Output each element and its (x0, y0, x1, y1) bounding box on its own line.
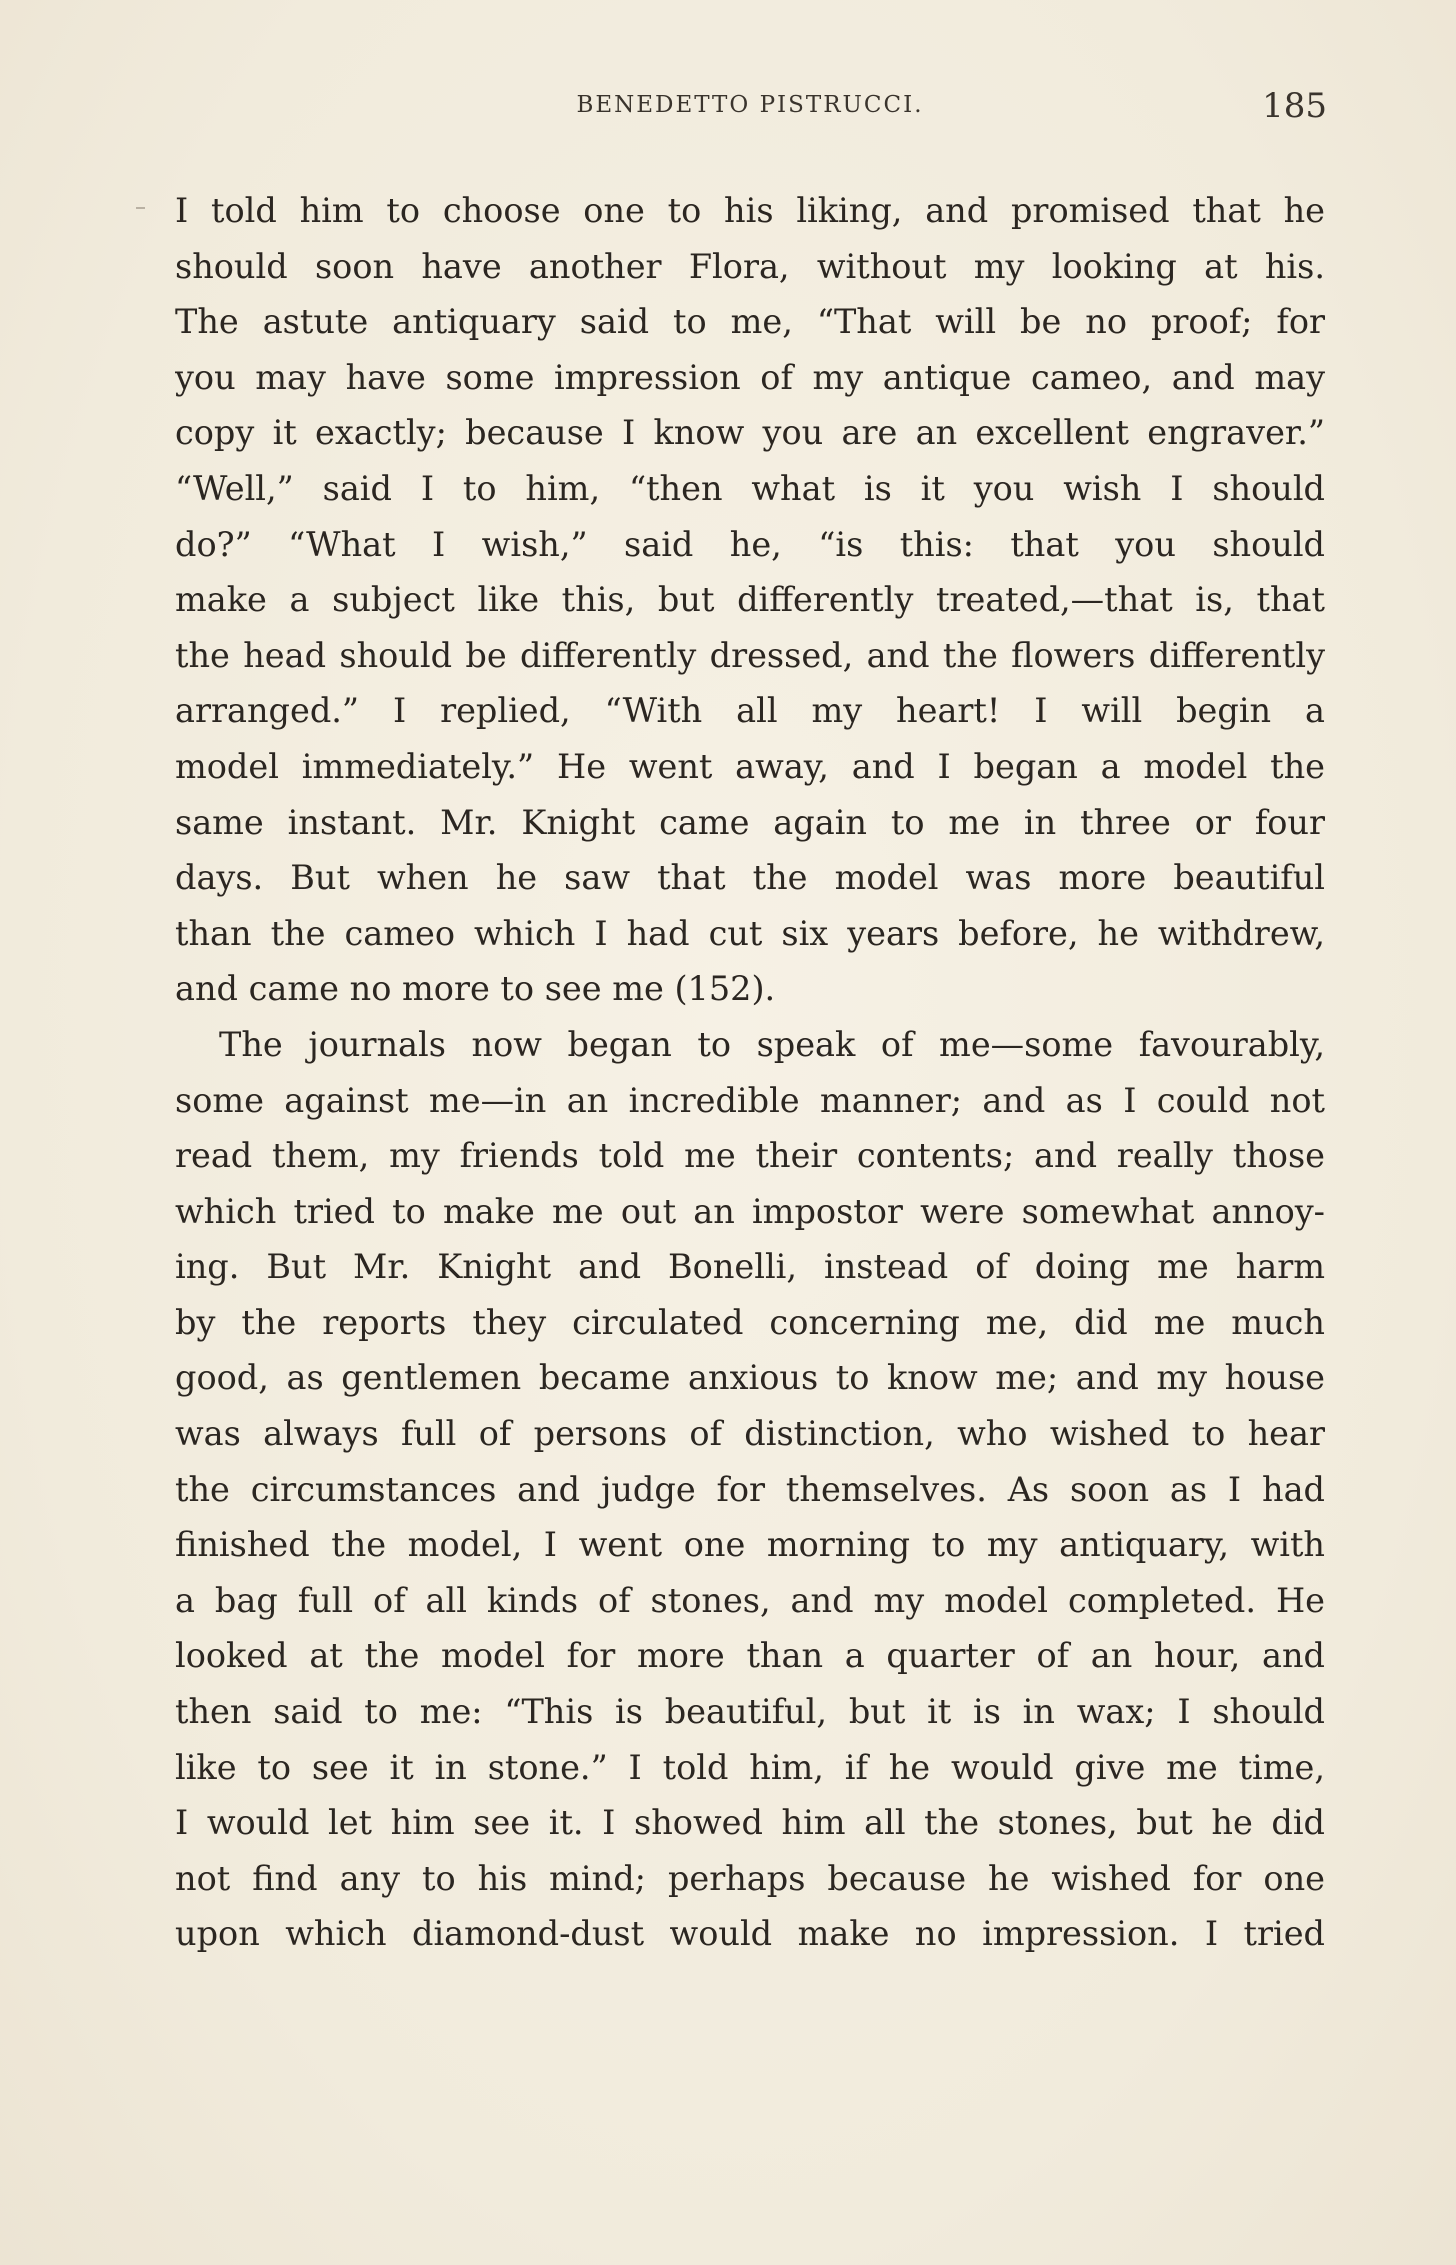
paragraph-start-line: The journals now began to speak of me—some favourably, (219, 1024, 1325, 1064)
body-text (175, 183, 1325, 1962)
text-line: make a subject like this, but differently treated,—that is, that (175, 580, 1325, 620)
text-line: the head should be differently dressed, and the flowers differently (175, 635, 1325, 675)
paragraph-end-line: and came no more to see me (152). (175, 969, 776, 1009)
text-line: arranged.” I replied, “With all my heart! I will begin a (175, 691, 1325, 731)
running-head: BENEDETTO PISTRUCCI. (576, 92, 924, 118)
text-line: you may have some impression of my antique cameo, and may (175, 357, 1325, 397)
text-line: finished the model, I went one morning to my antiquary, with (175, 1525, 1325, 1565)
text-line: I would let him see it. I showed him all the stones, but he did (175, 1803, 1325, 1843)
text-line: “Well,” said I to him, “then what is it you wish I should (175, 468, 1325, 508)
text-line: was always full of persons of distinction, who wished to hear (175, 1414, 1325, 1454)
text-line: ing. But Mr. Knight and Bonelli, instead of doing me harm (175, 1247, 1325, 1287)
text-line: model immediately.” He went away, and I began a model the (175, 746, 1325, 786)
text-line: like to see it in stone.” I told him, if he would give me time, (175, 1747, 1325, 1787)
margin-mark (136, 207, 145, 209)
text-line: should soon have another Flora, without my looking at his. (175, 246, 1325, 286)
text-line: days. But when he saw that the model was more beautiful (175, 858, 1325, 898)
page-number: 185 (1262, 86, 1327, 126)
text-line: good, as gentlemen became anxious to know me; and my house (175, 1358, 1325, 1398)
text-line: which tried to make me out an impostor were somewhat annoy- (175, 1191, 1325, 1231)
page-header (175, 86, 1325, 136)
text-line: I told him to choose one to his liking, and promised that he (175, 191, 1325, 230)
text-line: The astute antiquary said to me, “That will be no proof; for (175, 302, 1325, 342)
text-line: upon which diamond-dust would make no impression. I tried (175, 1914, 1325, 1954)
text-line: then said to me: “This is beautiful, but it is in wax; I should (175, 1692, 1325, 1732)
text-line: by the reports they circulated concerning me, did me much (175, 1302, 1325, 1342)
text-line: looked at the model for more than a quarter of an hour, and (175, 1636, 1325, 1676)
text-line: a bag full of all kinds of stones, and my model completed. He (175, 1580, 1325, 1620)
text-line: some against me—in an incredible manner; and as I could not (175, 1080, 1325, 1120)
text-line: not find any to his mind; perhaps because he wished for one (175, 1858, 1325, 1898)
text-line: do?” “What I wish,” said he, “is this: that you should (175, 524, 1325, 564)
text-line: read them, my friends told me their contents; and really those (175, 1136, 1325, 1176)
text-line: copy it exactly; because I know you are an excellent engraver.” (175, 413, 1325, 453)
text-line: than the cameo which I had cut six years before, he withdrew, (175, 913, 1325, 953)
text-line: the circumstances and judge for themselves. As soon as I had (175, 1469, 1325, 1509)
text-line: same instant. Mr. Knight came again to me in three or four (175, 802, 1325, 842)
